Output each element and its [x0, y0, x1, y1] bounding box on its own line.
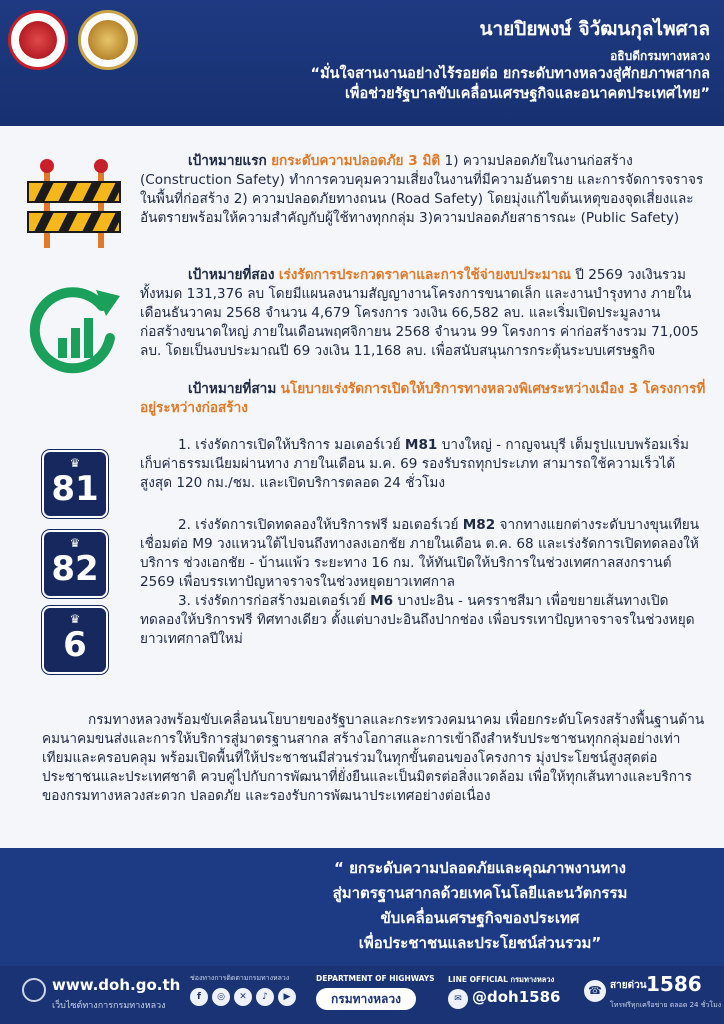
header-quote-line2: เพื่อช่วยรัฐบาลขับเคลื่อนเศรษฐกิจและอนาคตประเทศไทย” — [344, 86, 710, 102]
hotline-label: สายด่วน — [610, 980, 647, 991]
goal1-highlight: ยกระดับความปลอดภัย 3 มิติ — [271, 153, 441, 169]
closing-quote-line4: เพื่อประชาชนและประโยชน์ส่วนรวม” — [358, 934, 602, 952]
doh-label: DEPARTMENT OF HIGHWAYS — [316, 974, 435, 983]
header-quote-line1: “มั่นใจสานงานอย่างไร้รอยต่อ ยกระดับทางหลวงสู่ศักยภาพสากล — [310, 66, 710, 82]
motorway-81-sign-icon: ♛ 81 — [42, 450, 108, 518]
summary-paragraph: กรมทางหลวงพร้อมขับเคลื่อนนโยบายของรัฐบาลและกระทรวงคมนาคม เพื่อยกระดับโครงสร้างพื้นฐานด้านคมนาคมขนส่งและการให้บริการสู่มาตรฐานสากล สร้างโอกาสและการเข้าถึงสำหรับประชาชนทุกกลุ่มอย่างเท่าเทียมและครอบคลุม พร้อมเปิดพื้นที่ให้ประชาชนมีส่วนร่วมในทุกขั้นตอนของโครงการ มุ่งประโยชน์สูงสุดต่อประชาชนและประเทศชาติ ควบคู่ไปกับการพัฒนาที่ยั่งยืนและเป็นมิตรต่อสิ่งแวดล้อม เพื่อให้ทุกเส้นทางและบริการของกรมทางหลวงสะดวก ปลอดภัย และรองรับการพัฒนาประเทศอย่างต่อเนื่อง — [42, 712, 705, 804]
goal1-paragraph — [140, 152, 706, 228]
closing-quote-line2: สู่มาตรฐานสากลด้วยเทคโนโลยีและนวัตกรรม — [332, 884, 628, 902]
social-links — [190, 988, 296, 1006]
item3-post: บางปะอิน - นครราชสีมา เพื่อขยายเส้นทางเปิดทดลองให้บริการฟรี ทิศทางเดียว ตั้งแต่บางปะอินถึงปากช่อง เพื่อบรรเทาปัญหาจราจรในช่วงหยุดยาวเทศกาลปีใหม่ — [140, 593, 695, 647]
website-link[interactable]: www.doh.go.th — [52, 976, 181, 994]
social-label: ช่องทางการติดตามกรมทางหลวง — [190, 974, 290, 982]
ministry-seal-icon — [78, 10, 138, 70]
hotline-number[interactable]: 1586 — [646, 972, 702, 996]
instagram-icon[interactable]: ◎ — [212, 988, 230, 1006]
goal2-highlight: เร่งรัดการประกวดราคาและการใช้จ่ายงบประมาณ — [278, 267, 571, 283]
x-icon[interactable]: ✕ — [234, 988, 252, 1006]
closing-quote-band — [0, 848, 724, 966]
item1-code: M81 — [404, 437, 438, 453]
item3-paragraph — [140, 592, 706, 649]
goal3-highlight: นโยบายเร่งรัดการเปิดให้บริการทางหลวงพิเศษระหว่างเมือง 3 โครงการที่อยู่ระหว่างก่อสร้าง — [140, 381, 706, 416]
header-quote — [150, 64, 710, 104]
hotline-caption: โทรฟรีทุกเครือข่าย ตลอด 24 ชั่วโมง — [610, 1001, 722, 1009]
phone-icon: ☎ — [584, 980, 606, 1002]
goal2-text: ปี 2569 วงเงินรวมทั้งหมด 131,376 ลบ โดยมีแผนลงนามสัญญางานโครงการขนาดเล็ก และงานบำรุงทาง ภายในเดือนธันวาคม 2568 จำนวน 4,679 โครงการ วงเงิน 66,582 ลบ. และเริ่มเปิดประมูลงานก่อสร้างขนาดใหญ่ ภายในเดือนพฤศจิกายน 2568 จำนวน 99 โครงการ ค่าก่อสร้างรวม 71,005 ลบ. โดยเป็นงบประมาณปี 69 วงเงิน 11,168 ลบ. เพื่อสนับสนุนการกระตุ้นระบบเศรษฐกิจ — [140, 267, 699, 359]
doh-logo-icon — [8, 10, 68, 70]
goal2-paragraph — [140, 266, 706, 361]
doh-search-button[interactable]: กรมทางหลวง — [316, 988, 416, 1010]
facebook-icon[interactable]: f — [190, 988, 208, 1006]
director-role: อธิบดีกรมทางหลวง — [610, 49, 710, 63]
header — [0, 0, 724, 126]
tiktok-icon[interactable]: ♪ — [256, 988, 274, 1006]
item2-pre: 2. เร่งรัดการเปิดทดลองให้บริการฟรี มอเตอร์เวย์ — [178, 517, 463, 533]
motorway-82-sign-icon: ♛ 82 — [42, 530, 108, 598]
content — [0, 126, 724, 848]
line-icon[interactable]: ✉ — [448, 989, 468, 1009]
item2-post: จากทางแยกต่างระดับบางขุนเทียน เชื่อมต่อ M9 วงแหวนใต้ไปจนถึงทางลงเอกชัย ภายในเดือน ต.ค. 68 และเร่งรัดการเปิดทดลองให้บริการ ช่วงเอกชัย - บ้านแพ้ว ระยะทาง 16 กม. ให้ทันเปิดให้บริการในช่วงเทศกาลสงกรานต์ 2569 เพื่อบรรเทาปัญหาจราจรในช่วงหยุดยาวเทศกาล — [140, 517, 700, 590]
goal3-lead: เป้าหมายที่สาม — [188, 381, 277, 397]
youtube-icon[interactable]: ▶ — [278, 988, 296, 1006]
item3-pre: 3. เร่งรัดการก่อสร้างมอเตอร์เวย์ — [178, 593, 371, 609]
item1-paragraph — [140, 436, 706, 493]
goal1-text: 1) ความปลอดภัยในงานก่อสร้าง (Construction Safety) ทำการควบคุมความเสี่ยงในงานที่มีความอันตราย และการจัดการจราจรในพื้นที่ก่อสร้าง 2) ความปลอดภัยทางถนน (Road Safety) โดยมุ่งแก้ไขต้นเหตุของจุดเสี่ยงและอันตรายพร้อมให้ความสำคัญกับผู้ใช้ทางทุกกลุ่ม 3)ความปลอดภัยสาธารณะ (Public Safety) — [140, 153, 704, 226]
goal2-lead: เป้าหมายที่สอง — [188, 267, 275, 283]
website-caption: เว็บไซต์ทางการกรมทางหลวง — [52, 1001, 166, 1011]
closing-quote-line3: ขับเคลื่อนเศรษฐกิจของประเทศ — [380, 909, 580, 927]
goal3-paragraph — [140, 380, 706, 418]
motorway-81-number: 81 — [51, 469, 99, 509]
road-barrier-icon — [24, 156, 124, 248]
line-label: LINE OFFICIAL กรมทางหลวง — [448, 975, 555, 984]
line-id[interactable]: @doh1586 — [472, 988, 561, 1006]
closing-quote — [260, 856, 700, 956]
footer — [0, 966, 724, 1024]
item1-pre: 1. เร่งรัดการเปิดให้บริการ มอเตอร์เวย์ — [178, 437, 405, 453]
item2-code: M82 — [462, 517, 496, 533]
closing-quote-line1: “ ยกระดับความปลอดภัยและคุณภาพงานทาง — [334, 859, 626, 877]
item3-code: M6 — [370, 593, 394, 609]
item2-paragraph — [140, 516, 706, 592]
motorway-82-number: 82 — [51, 549, 99, 589]
director-name: นายปิยพงษ์ จิวัฒนกุลไพศาล — [479, 18, 710, 40]
goal1-lead: เป้าหมายแรก — [188, 153, 267, 169]
motorway-6-sign-icon: ♛ 6 — [42, 606, 108, 674]
item1-post: บางใหญ่ - กาญจนบุรี เต็มรูปแบบพร้อมเริ่มเก็บค่าธรรมเนียมผ่านทาง ภายในเดือน ม.ค. 69 รองรับรถทุกประเภท สามารถใช้ความเร็วได้สูงสุด 120 กม./ชม. และเปิดบริการตลอด 24 ชั่วโมง — [140, 437, 689, 491]
globe-icon — [22, 978, 46, 1002]
motorway-6-number: 6 — [63, 625, 87, 665]
growth-chart-icon — [24, 276, 124, 376]
